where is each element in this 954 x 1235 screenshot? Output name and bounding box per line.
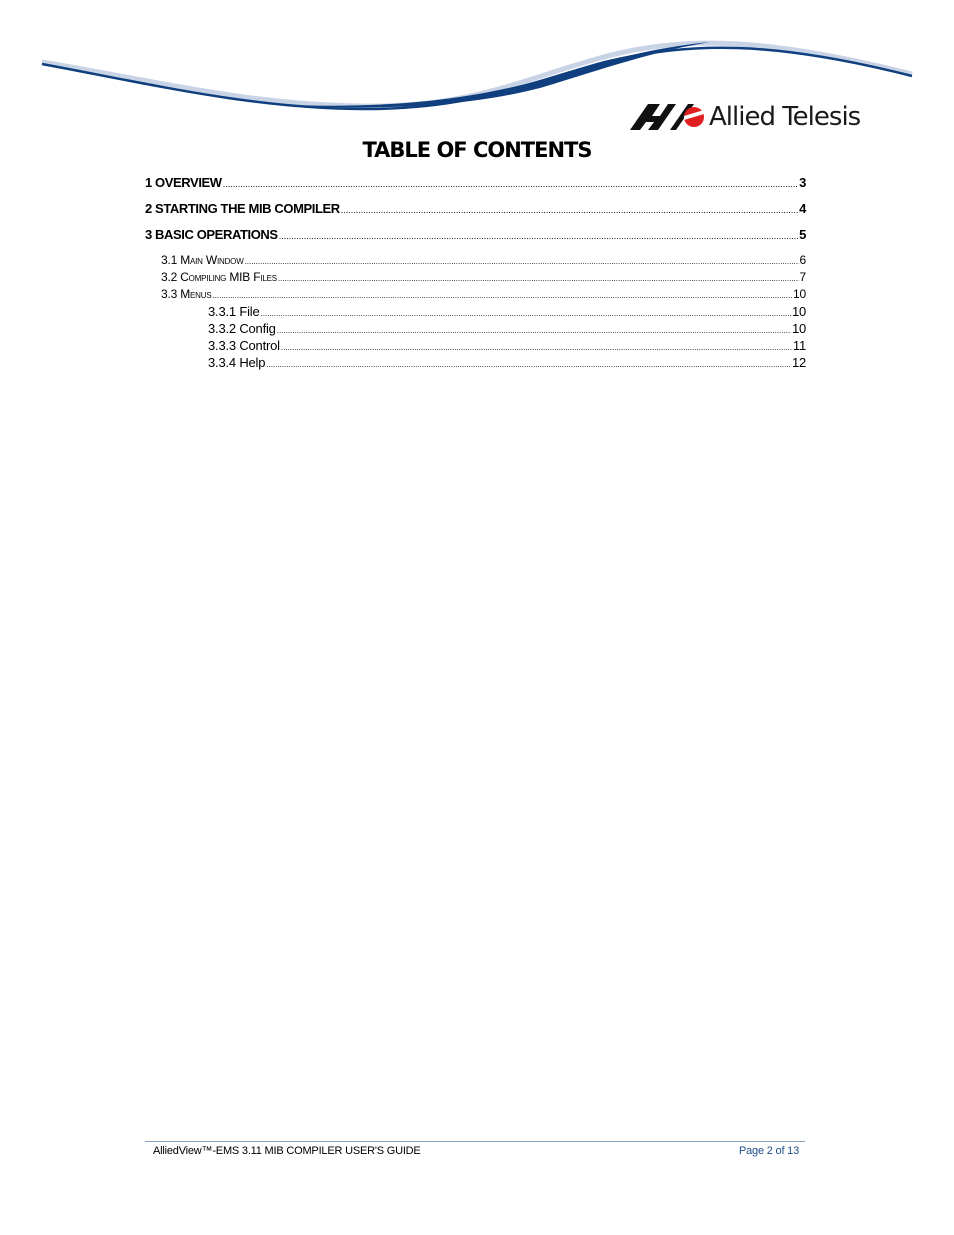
toc-entry[interactable] [145, 175, 806, 190]
toc-entry-page: 6 [799, 253, 806, 267]
toc-entry[interactable] [208, 338, 806, 353]
toc-entry-label: 3.3 Menus [161, 287, 212, 301]
toc-dot-leader [277, 321, 791, 336]
toc-entry[interactable] [208, 355, 806, 370]
allied-telesis-logo-mark-icon [630, 102, 706, 132]
toc-dot-leader [223, 175, 798, 190]
toc-entry-page: 10 [791, 304, 806, 319]
toc-entry[interactable] [161, 253, 806, 267]
toc-entry[interactable] [208, 321, 806, 336]
toc-entry-label: 3.3.2 Config [208, 321, 276, 336]
toc-entry-label: 3.3.3 Control [208, 338, 280, 353]
toc-entry-page: 4 [799, 201, 806, 216]
toc-entry-page: 11 [792, 338, 806, 353]
toc-dot-leader [278, 270, 799, 284]
toc-entry-label: 3.2 Compiling MIB Files [161, 270, 277, 284]
toc-dot-leader [266, 355, 791, 370]
toc-entry-label: 3 BASIC OPERATIONS [145, 227, 278, 242]
toc-entry[interactable] [145, 227, 806, 242]
toc-entry[interactable] [161, 270, 806, 284]
footer-document-title: AlliedView™-EMS 3.11 MIB COMPILER USER'S GUIDE [153, 1145, 421, 1157]
toc-dot-leader [212, 287, 792, 301]
allied-telesis-logo [630, 100, 865, 134]
footer-page-number: Page 2 of 13 [739, 1145, 799, 1157]
toc-dot-leader [260, 304, 790, 319]
toc-entry-page: 7 [799, 270, 806, 284]
toc-entry[interactable] [161, 287, 806, 301]
toc-dot-leader [281, 338, 792, 353]
toc-entry[interactable] [208, 304, 806, 319]
toc-entry-page: 12 [791, 355, 806, 370]
toc-entry-label: 2 STARTING THE MIB COMPILER [145, 201, 340, 216]
toc-entry-page: 3 [799, 175, 806, 190]
toc-title: TABLE OF CONTENTS [362, 138, 592, 162]
toc-entry-label: 3.1 Main Window [161, 253, 244, 267]
footer-divider [145, 1141, 805, 1142]
toc-entry-label: 3.3.4 Help [208, 355, 266, 370]
toc-dot-leader [245, 253, 799, 267]
toc-entry-page: 10 [791, 321, 806, 336]
toc-entry[interactable] [145, 201, 806, 216]
toc-entry-label: 3.3.1 File [208, 304, 260, 319]
toc-dot-leader [279, 227, 798, 242]
logo-wordmark: Allied Telesis [709, 102, 861, 132]
toc-entry-page: 10 [793, 287, 806, 301]
toc-entry-page: 5 [799, 227, 806, 242]
toc-dot-leader [341, 201, 798, 216]
toc-entry-label: 1 OVERVIEW [145, 175, 222, 190]
